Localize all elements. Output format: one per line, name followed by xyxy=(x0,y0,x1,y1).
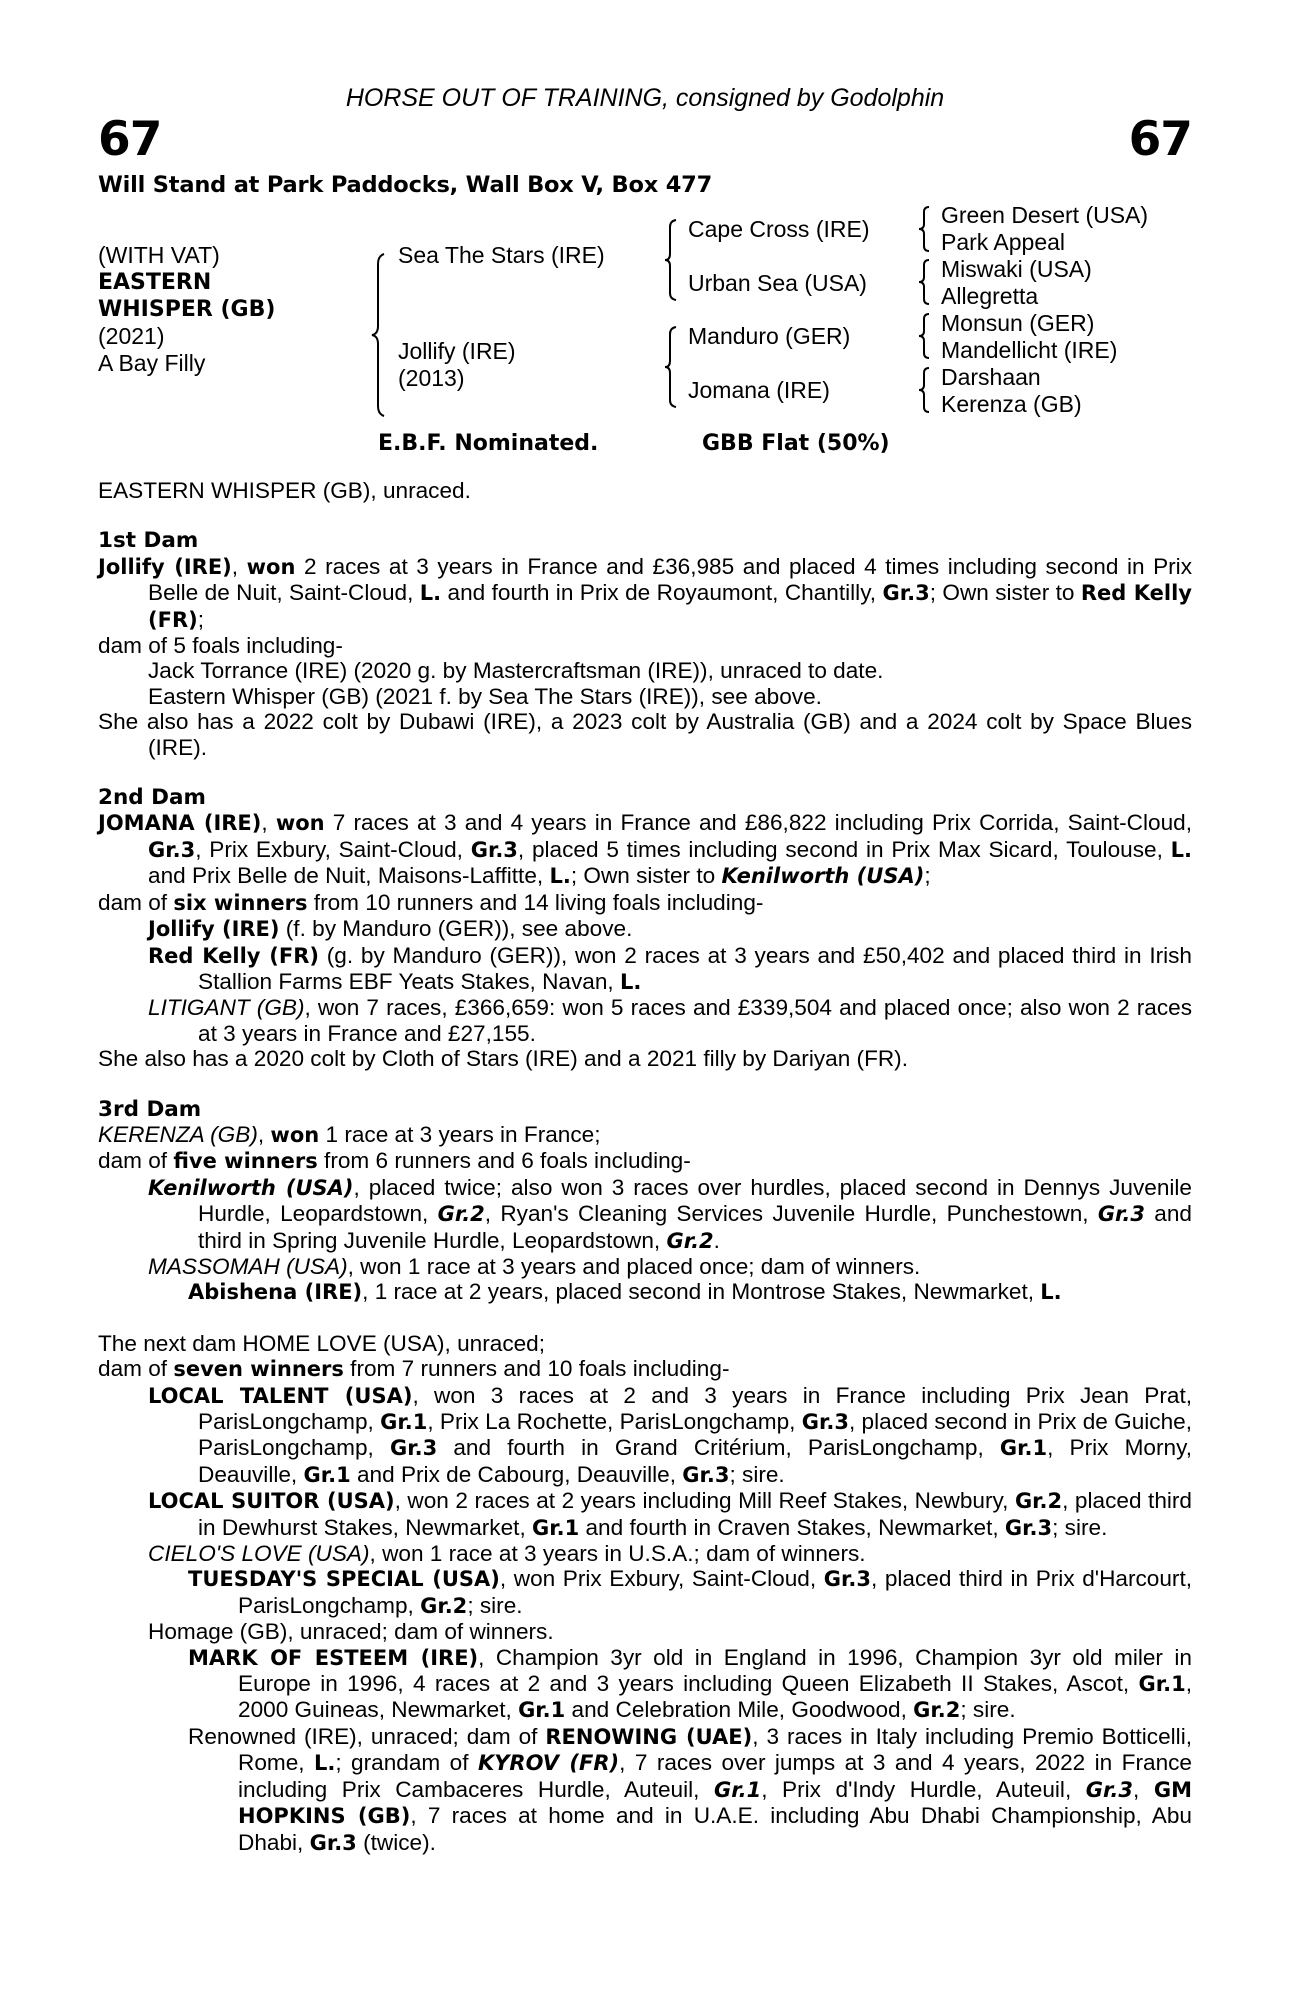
text: dam of xyxy=(98,1148,174,1174)
text: , Prix Morny, Deauville, xyxy=(198,1435,1192,1487)
text: , won 3 races at 2 and 3 years in France including Prix Jean Prat, ParisLongchamp, xyxy=(198,1382,1193,1434)
text: ; sire. xyxy=(729,1461,785,1487)
offspring-name: KYROV (FR) xyxy=(477,1751,620,1776)
winners-count: five winners xyxy=(173,1149,318,1174)
text: 7 races at 3 and 4 years in France and £86,822 including Prix Corrida, Saint-Cloud, xyxy=(324,810,1192,836)
horse-description: A Bay Filly xyxy=(98,350,206,376)
text: , 3 races in Italy including Premio Botticelli, Rome, xyxy=(238,1723,1192,1776)
text: , Prix Exbury, Saint-Cloud, xyxy=(195,836,471,862)
offspring-name: RENOWING (UAE) xyxy=(545,1724,753,1749)
grand-offspring-item xyxy=(98,1645,1192,1724)
text: and third in Spring Juvenile Hurdle, Leopardstown, xyxy=(198,1201,1192,1253)
text: ; sire. xyxy=(960,1697,1016,1723)
text: , 2000 Guineas, Newmarket, xyxy=(238,1671,1192,1723)
grade-label: Gr.1 xyxy=(380,1410,428,1434)
ggp-4: Allegretta xyxy=(941,283,1039,309)
horse-name-line2: WHISPER (GB) xyxy=(98,297,276,322)
second-dam-also: She also has a 2020 colt by Cloth of Stars (IRE) and a 2021 filly by Dariyan (FR). xyxy=(98,1046,908,1072)
text: , Prix d'Indy Hurdle, Auteuil, xyxy=(761,1776,1086,1802)
offspring-item xyxy=(98,1254,1192,1279)
text: Renowned (IRE), unraced; dam of xyxy=(188,1723,546,1749)
ggp-3: Miswaki (USA) xyxy=(941,256,1092,282)
text: and fourth in Prix de Royaumont, Chantilly, xyxy=(441,580,883,606)
pedigree-brace-sire xyxy=(664,218,680,302)
text: , placed second in Prix de Guiche, ParisLongchamp, xyxy=(198,1409,1192,1461)
dam-dam: Jomana (IRE) xyxy=(688,377,830,403)
lot-number-right: 67 xyxy=(1128,112,1192,167)
offspring-name: Abishena (IRE) xyxy=(188,1280,363,1305)
text: , won Prix Exbury, Saint-Cloud, xyxy=(499,1566,824,1592)
second-dam-record: JOMANA (IRE), won 7 races at 3 and 4 years in France and £86,822 including Prix Corrida, Saint-Cloud, Gr.3, Prix Exbury, Saint-Cloud, Gr.3, placed 5 times including second in Prix Max Sicard, Toulouse, L. and Prix Belle de Nuit, Maisons-Laffitte, L.; Own sister to Kenilworth (USA); xyxy=(98,810,1192,889)
horse-summary xyxy=(98,242,328,377)
sister-name: Kenilworth (USA) xyxy=(721,864,925,889)
text: ; Own sister to xyxy=(929,580,1081,606)
grade-label: Gr.2 xyxy=(1014,1489,1063,1514)
pedigree-brace-ggp-1 xyxy=(918,205,932,253)
dam-year: (2013) xyxy=(398,365,465,391)
first-dam-record: Jollify (IRE), won 2 races at 3 years in France and £36,985 and placed 4 times including second in Prix Belle de Nuit, Saint-Cloud, L. and fourth in Prix de Royaumont, Chantilly, Gr.3; Own sister to Red Kelly (FR); xyxy=(98,553,1192,632)
offspring-name: LOCAL SUITOR (USA) xyxy=(148,1489,395,1514)
lot-number-left: 67 xyxy=(98,112,162,167)
text: ; Own sister to xyxy=(570,863,722,889)
grand-offspring-item xyxy=(98,1279,1192,1305)
grade-label: Gr.1 xyxy=(714,1777,762,1802)
text: from 6 runners and 6 foals including- xyxy=(317,1148,691,1174)
offspring-name: MASSOMAH (USA) xyxy=(148,1253,348,1279)
winners-count: seven winners xyxy=(173,1357,344,1382)
pedigree-brace-main xyxy=(370,252,390,418)
text: , Ryan's Cleaning Services Juvenile Hurdle, Punchestown, xyxy=(484,1201,1098,1227)
text: , Prix La Rochette, ParisLongchamp, xyxy=(427,1409,802,1434)
text: ; xyxy=(197,606,204,632)
offspring-name: LITIGANT (GB) xyxy=(148,995,305,1021)
won-label: won xyxy=(275,811,325,836)
winners-count: six winners xyxy=(173,890,308,915)
won-label: won xyxy=(270,1122,320,1147)
text: dam of xyxy=(98,889,174,915)
vat-label: (WITH VAT) xyxy=(98,242,220,268)
grand-offspring-item xyxy=(98,1566,1192,1619)
pedigree-body xyxy=(98,478,1192,1856)
text: and Prix de Cabourg, Deauville, xyxy=(350,1461,683,1487)
consignor-line: HORSE OUT OF TRAINING, consigned by Godolphin xyxy=(345,84,945,112)
offspring-item: Homage (GB), unraced; dam of winners. xyxy=(148,1619,554,1645)
text: 2 races at 3 years in France and £36,985 and placed 4 times including second in Prix Belle de Nuit, Saint-Cloud, xyxy=(148,553,1192,606)
text: from 10 runners and 14 living foals including- xyxy=(307,889,764,915)
grade-label: Gr.2 xyxy=(666,1228,714,1253)
offspring-name: MARK OF ESTEEM (IRE) xyxy=(188,1645,479,1670)
first-dam-name: Jollify (IRE) xyxy=(98,554,232,579)
listed-label: L. xyxy=(619,969,642,994)
sister-name: Red Kelly (FR) xyxy=(148,581,1192,632)
text: (g. by Manduro (GER)), won 2 races at 3 years and £50,402 and placed third in Irish Stallion Farms EBF Yeats Stakes, Navan, xyxy=(198,942,1192,994)
offspring-name: TUESDAY'S SPECIAL (USA) xyxy=(188,1567,500,1592)
next-dam-intro: The next dam HOME LOVE (USA), unraced; xyxy=(98,1330,546,1356)
grade-label: Gr.3 xyxy=(801,1410,849,1434)
second-dam-dam-of xyxy=(98,890,1192,916)
grade-label: Gr.3 xyxy=(309,1830,357,1855)
text: and Prix Belle de Nuit, Maisons-Laffitte, xyxy=(148,863,550,889)
grade-label: Gr.3 xyxy=(682,1462,730,1487)
grade-label: Gr.3 xyxy=(882,581,930,606)
sire-sire: Cape Cross (IRE) xyxy=(688,216,870,242)
gbb-flat: GBB Flat (50%) xyxy=(702,431,890,456)
pedigree-brace-ggp-2 xyxy=(918,258,932,306)
text: ; grandam of xyxy=(335,1750,478,1776)
text: , 1 race at 2 years, placed second in Montrose Stakes, Newmarket, xyxy=(362,1279,1041,1305)
text: , xyxy=(257,1121,271,1147)
dam: Jollify (IRE) xyxy=(398,338,516,364)
text: 1 race at 3 years in France; xyxy=(319,1121,601,1147)
second-dam-heading: 2nd Dam xyxy=(98,785,206,811)
listed-label: L. xyxy=(419,581,442,606)
grade-label: Gr.3 xyxy=(1097,1202,1146,1227)
won-label: won xyxy=(246,554,296,579)
foal-item: Eastern Whisper (GB) (2021 f. by Sea The Stars (IRE)), see above. xyxy=(148,683,822,709)
ggp-1: Green Desert (USA) xyxy=(941,202,1149,228)
grade-label: Gr.1 xyxy=(999,1436,1048,1461)
grade-label: Gr.3 xyxy=(823,1567,871,1592)
text: . xyxy=(713,1227,720,1253)
text: , placed 5 times including second in Prix Max Sicard, Toulouse, xyxy=(517,836,1171,862)
pedigree-brace-dam xyxy=(664,325,680,409)
text: and fourth in Grand Critérium, ParisLongchamp, xyxy=(437,1435,1000,1461)
offspring-item xyxy=(98,943,1192,996)
grade-label: Gr.2 xyxy=(913,1698,961,1723)
text: ; sire. xyxy=(467,1592,523,1618)
text: , 7 races at home and in U.A.E. including Abu Dhabi Championship, Abu Dhabi, xyxy=(238,1803,1192,1855)
grand-offspring-item xyxy=(98,1724,1192,1856)
text: , placed twice; also won 3 races over hurdles, placed second in Dennys Juvenile Hurdle, Leopardstown, xyxy=(198,1174,1192,1227)
grade-label: Gr.3 xyxy=(148,837,196,862)
text: , placed third in Dewhurst Stakes, Newmarket, xyxy=(198,1488,1192,1540)
sire: Sea The Stars (IRE) xyxy=(398,242,605,268)
grade-label: Gr.3 xyxy=(1085,1777,1133,1802)
text: , placed third in Prix d'Harcourt, ParisLongchamp, xyxy=(238,1566,1193,1618)
next-dam-dam-of xyxy=(98,1356,1192,1382)
offspring-item xyxy=(98,995,1192,1046)
first-dam-heading: 1st Dam xyxy=(98,528,199,554)
text: , xyxy=(1133,1776,1154,1802)
offspring-item xyxy=(98,1175,1192,1254)
text: , Champion 3yr old in England in 1996, Champion 3yr old miler in Europe in 1996, 4 races at 2 and 3 years including Queen Elizabeth II Stakes, Ascot, xyxy=(238,1644,1192,1697)
listed-label: L. xyxy=(549,864,571,889)
text: and Celebration Mile, Goodwood, xyxy=(565,1697,914,1723)
text: from 7 runners and 10 foals including- xyxy=(343,1356,730,1382)
offspring-name: Kenilworth (USA) xyxy=(148,1175,354,1200)
offspring-name: GM HOPKINS (GB) xyxy=(238,1777,1192,1829)
foal-item: Jack Torrance (IRE) (2020 g. by Mastercraftsman (IRE)), unraced to date. xyxy=(148,658,884,684)
grade-label: Gr.1 xyxy=(532,1515,580,1540)
sire-dam: Urban Sea (USA) xyxy=(688,270,867,296)
third-dam-heading: 3rd Dam xyxy=(98,1096,202,1122)
third-dam-record xyxy=(98,1122,1192,1148)
listed-label: L. xyxy=(1170,837,1192,862)
grade-label: Gr.2 xyxy=(420,1593,468,1618)
horse-name-line1: EASTERN xyxy=(98,270,212,295)
ggp-6: Mandellicht (IRE) xyxy=(941,337,1118,363)
ggp-5: Monsun (GER) xyxy=(941,310,1095,336)
offspring-item xyxy=(98,1488,1192,1541)
pedigree-brace-ggp-3 xyxy=(918,312,932,360)
grade-label: Gr.1 xyxy=(303,1462,351,1487)
offspring-name: Jollify (IRE) xyxy=(148,917,280,942)
dam-sire: Manduro (GER) xyxy=(688,323,851,349)
offspring-item xyxy=(98,1383,1192,1489)
text: (twice). xyxy=(356,1829,436,1855)
text: , won 7 races, £366,659: won 5 races and £339,504 and placed once; also won 2 races at 3 years in France and £27,155. xyxy=(198,995,1192,1046)
grade-label: Gr.3 xyxy=(390,1436,438,1461)
grade-label: Gr.3 xyxy=(1004,1515,1053,1540)
stand-location: Will Stand at Park Paddocks, Wall Box V, Box 477 xyxy=(98,172,713,198)
listed-label: L. xyxy=(1040,1280,1062,1305)
text: ; xyxy=(924,863,931,889)
first-dam-foals-line: dam of 5 foals including- xyxy=(98,633,343,659)
ggp-7: Darshaan xyxy=(941,364,1041,390)
first-dam-also: She also has a 2022 colt by Dubawi (IRE), a 2023 colt by Australia (GB) and a 2024 colt by Space Blues (IRE). xyxy=(98,709,1192,760)
pedigree-brace-ggp-4 xyxy=(918,366,932,414)
text: dam of xyxy=(98,1356,174,1382)
offspring-name: LOCAL TALENT (USA) xyxy=(148,1383,413,1408)
text: (f. by Manduro (GER)), see above. xyxy=(279,916,633,942)
offspring-name: Red Kelly (FR) xyxy=(148,943,319,968)
offspring-item xyxy=(98,1541,1192,1566)
grade-label: Gr.1 xyxy=(518,1698,566,1723)
second-dam-name: JOMANA (IRE) xyxy=(98,811,262,836)
horse-year: (2021) xyxy=(98,323,165,349)
third-dam-dam-of xyxy=(98,1148,1192,1174)
text: , won 1 race at 3 years in U.S.A.; dam of winners. xyxy=(369,1541,866,1567)
listed-label: L. xyxy=(313,1751,336,1776)
intro-line: EASTERN WHISPER (GB), unraced. xyxy=(98,478,471,503)
ebf-nominated: E.B.F. Nominated. xyxy=(378,431,599,456)
text: ; sire. xyxy=(1052,1514,1108,1540)
text: , 7 races over jumps at 3 and 4 years, 2022 in France including Prix Cambaceres Hurdle, Auteuil, xyxy=(238,1750,1192,1802)
ggp-2: Park Appeal xyxy=(941,229,1066,255)
grade-label: Gr.2 xyxy=(437,1202,485,1227)
third-dam-name: KERENZA (GB) xyxy=(98,1121,258,1147)
grade-label: Gr.3 xyxy=(470,837,518,862)
text: , won 1 race at 3 years and placed once; dam of winners. xyxy=(347,1253,921,1279)
text: and fourth in Craven Stakes, Newmarket, xyxy=(579,1514,1005,1540)
grade-label: Gr.1 xyxy=(1138,1672,1186,1697)
text: , won 2 races at 2 years including Mill Reef Stakes, Newbury, xyxy=(394,1488,1015,1514)
ggp-8: Kerenza (GB) xyxy=(941,391,1082,417)
offspring-name: CIELO'S LOVE (USA) xyxy=(148,1541,370,1567)
offspring-item xyxy=(98,916,1192,942)
